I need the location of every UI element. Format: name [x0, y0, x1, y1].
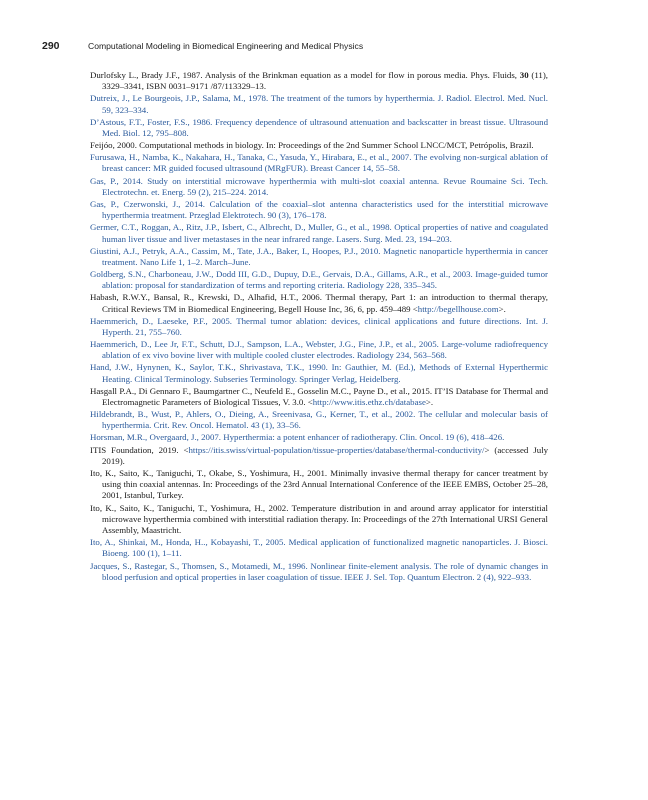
reference-text: Hildebrandt, B., Wust, P., Ahlers, O., Dieing, A., Sreenivasa, G., Kerner, T., et al., 2002. The cellular and molecular basis of hyperthermia. Crit. Rev. Oncol. Hematol. 43 (1), 33–56.	[90, 409, 548, 431]
reference-entry[interactable]	[90, 152, 548, 175]
reference-entry[interactable]	[90, 432, 548, 443]
reference-text-tail: >.	[425, 397, 434, 408]
reference-text-tail: >.	[498, 303, 506, 314]
reference-text: Giustini, A.J., Petryk, A.A., Cassim, M., Tate, J.A., Baker, I., Hoopes, P.J., 2010. Magnetic nanoparticle hyperthermia in cancer treatment. Nano Life 1, 1–2. March–June.	[90, 245, 548, 267]
reference-text: Gas, P., Czerwonski, J., 2014. Calculation of the coaxial–slot antenna characteristics used for the interstitial microwave hyperthermia treatment. Przeglad Elektrotech. 90 (3), 176–178.	[90, 198, 548, 221]
reference-text-tail: (11), 3329–3341, ISBN 0031–9171 /87/113329–13.	[102, 70, 548, 92]
reference-entry[interactable]	[90, 339, 548, 362]
reference-text: D’Astous, F.T., Foster, F.S., 1986. Frequency dependence of ultrasound attenuation and backscatter in breast tissue. Ultrasound Med. Biol. 12, 795–808.	[90, 116, 548, 138]
reference-entry[interactable]	[90, 409, 548, 432]
reference-text: Ito, K., Saito, K., Taniguchi, T., Okabe, S., Yoshimura, H., 2001. Minimally invasive thermal therapy for cancer treatment by using thin coaxial antennas. In: Proceedings of the 23rd Annual International Conference of the IEEE EMBS, October 25–28, 2001, Istanbul, Turkey.	[90, 467, 548, 501]
reference-entry[interactable]	[90, 222, 548, 245]
reference-link[interactable]: https://itis.swiss/virtual-population/tissue-properties/database/thermal-conductivity/	[188, 444, 485, 455]
page-header	[42, 40, 608, 52]
reference-entry	[90, 386, 548, 409]
reference-text: Ito, K., Saito, K., Taniguchi, T., Yoshimura, H., 2002. Temperature distribution in and around array applicator for interstitial microwave hyperthermia combined with interstitial radiation therapy. In: Proceedings of the 27th International URSI General Assembly, Maastricht.	[90, 502, 548, 536]
reference-entry[interactable]	[90, 199, 548, 222]
reference-entry[interactable]	[90, 269, 548, 292]
reference-text: Furusawa, H., Namba, K., Nakahara, H., Tanaka, C., Yasuda, Y., Hirabara, E., et al., 2007. The evolving non-surgical ablation of breast cancer: MR guided focused ultrasound (MRgFUR). Breast Cancer 14, 55–58.	[90, 152, 548, 174]
reference-entry	[90, 468, 548, 502]
reference-list	[90, 70, 548, 584]
reference-link[interactable]: http://begellhouse.com	[417, 303, 499, 314]
reference-link[interactable]: http://www.itis.ethz.ch/database	[312, 397, 426, 408]
reference-entry[interactable]	[90, 117, 548, 140]
running-title: Computational Modeling in Biomedical Engineering and Medical Physics	[88, 41, 364, 51]
reference-entry	[90, 140, 548, 151]
reference-text: Goldberg, S.N., Charboneau, J.W., Dodd III, G.D., Dupuy, D.E., Gervais, D.A., Gillams, A.R., et al., 2003. Image-guided tumor ablation: proposal for standardization of terms and reporting criteria. Radiology 228, 335–345.	[90, 268, 548, 291]
reference-text: Hasgall P.A., Di Gennaro F., Baumgartner C., Neufeld E., Gosselin M.C., Payne D., et al., 2015. IT’IS Database for Thermal and Electromagnetic Parameters of Biological Tissues, V. 3.0. <	[90, 385, 548, 408]
reference-entry[interactable]	[90, 93, 548, 116]
reference-text: Haemmerich, D., Laeseke, P.F., 2005. Thermal tumor ablation: devices, clinical applications and future directions. Int. J. Hyperth. 21, 755–760.	[90, 315, 548, 337]
reference-text-tail: > (accessed July 2019).	[102, 444, 549, 466]
reference-entry[interactable]	[90, 176, 548, 199]
reference-volume: 30	[519, 70, 529, 80]
reference-text: Jacques, S., Rastegar, S., Thomsen, S., Motamedi, M., 1996. Nonlinear finite-element analysis. The role of dynamic changes in blood perfusion and optical properties in laser coagulation of tissue. IEEE J. Sel. Top. Quantum Electron. 2 (4), 922–933.	[90, 560, 548, 582]
reference-entry	[90, 70, 548, 93]
reference-entry[interactable]	[90, 561, 548, 584]
reference-text: Ito, A., Shinkai, M., Honda, H.., Kobayashi, T., 2005. Medical application of functionalized magnetic nanoparticles. J. Biosci. Bioeng. 100 (1), 1–11.	[90, 537, 548, 559]
reference-entry[interactable]	[90, 537, 548, 560]
page-number: 290	[42, 40, 60, 52]
reference-entry[interactable]	[90, 316, 548, 339]
reference-text: Horsman, M.R., Overgaard, J., 2007. Hyperthermia: a potent enhancer of radiotherapy. Clin. Oncol. 19 (6), 418–426.	[90, 432, 505, 443]
reference-text: Habash, R.W.Y., Bansal, R., Krewski, D., Alhafid, H.T., 2006. Thermal therapy, Part 1: an introduction to thermal therapy, Critical Reviews TM in Biomedical Engineering, Begell House Inc, 36, 6, pp. 459–489 <	[90, 292, 548, 314]
reference-text: Feijóo, 2000. Computational methods in biology. In: Proceedings of the 2nd Summer School LNCC/MCT, Petrópolis, Brazil.	[90, 140, 534, 151]
reference-text: Germer, C.T., Roggan, A., Ritz, J.P., Isbert, C., Albrecht, D., Muller, G., et al., 1998. Optical properties of native and coagulated human liver tissue and liver metastases in the near infrared range. Lasers. Surg. Med. 23, 194–203.	[90, 222, 548, 244]
reference-text: Gas, P., 2014. Study on interstitial microwave hyperthermia with multi-slot coaxial antenna. Revue Roumaine Sci. Tech. Electrotechn. et. Energ. 59 (2), 215–224. 2014.	[90, 175, 548, 197]
reference-text: Haemmerich, D., Lee Jr, F.T., Schutt, D.J., Sampson, L.A., Webster, J.G., Fine, J.P., et al., 2005. Large-volume radiofrequency ablation of ex vivo bovine liver with multiple cooled cluster electrodes. Radiology 234, 563–568.	[90, 339, 548, 361]
reference-entry	[90, 292, 548, 315]
reference-entry[interactable]	[90, 246, 548, 269]
reference-text: ITIS Foundation, 2019. <	[90, 444, 189, 455]
reference-text: Hand, J.W., Hynynen, K., Saylor, T.K., Shrivastava, T.K., 1990. In: Gauthier, M. (Ed.), Methods of External Hyperthermic Heating. Clinical Terminology. Subseries Terminology. Springer Verlag, Heidelberg.	[90, 362, 548, 384]
reference-entry	[90, 503, 548, 537]
reference-entry	[90, 445, 548, 468]
reference-entry[interactable]	[90, 362, 548, 385]
reference-text: Durlofsky L., Brady J.F., 1987. Analysis of the Brinkman equation as a model for flow in porous media. Phys. Fluids,	[90, 70, 520, 80]
reference-text: Dutreix, J., Le Bourgeois, J.P., Salama, M., 1978. The treatment of the tumors by hyperthermia. J. Radiol. Electrol. Med. Nucl. 59, 323–334.	[90, 93, 548, 115]
